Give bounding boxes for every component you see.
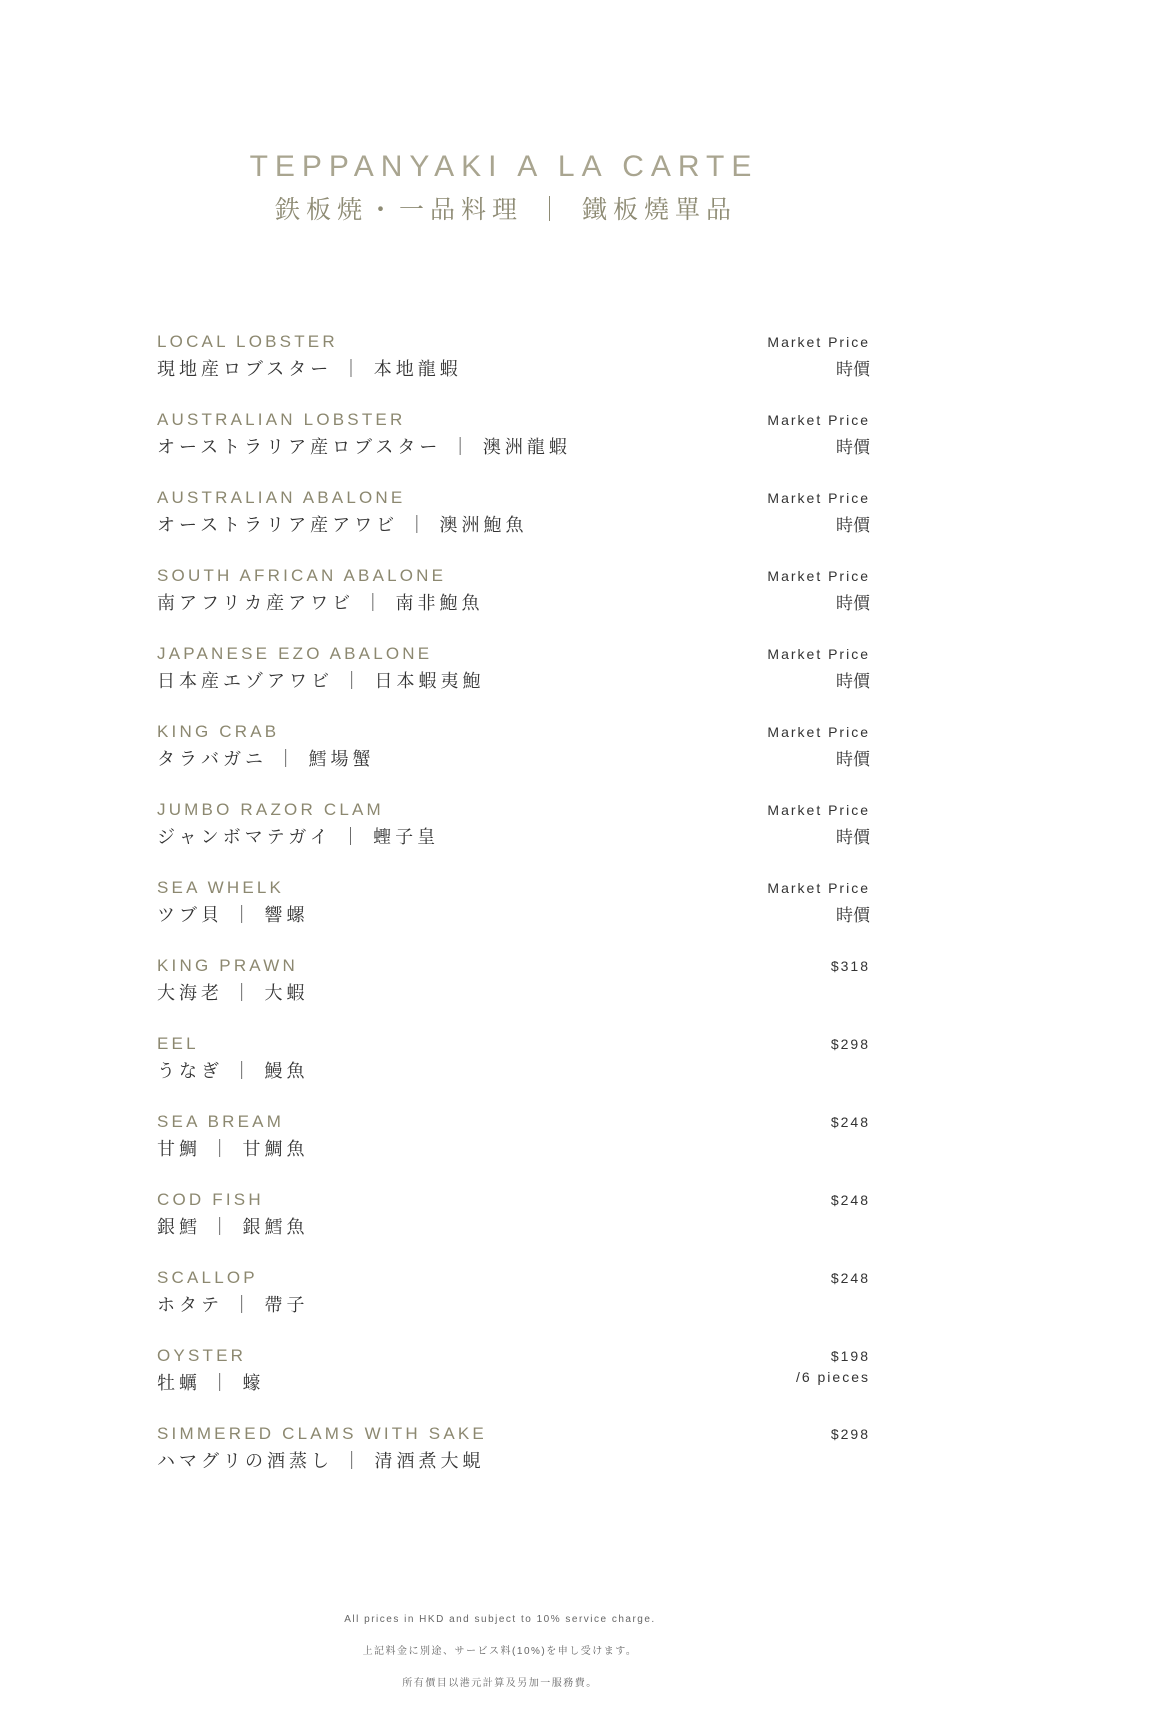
item-price-block <box>767 722 870 772</box>
item-price: Market Price <box>767 334 870 350</box>
item-price: Market Price <box>767 490 870 506</box>
item-price: Market Price <box>767 646 870 662</box>
item-price-block <box>831 1424 870 1444</box>
item-name: LOCAL LOBSTER <box>157 332 338 351</box>
menu-item <box>157 1112 870 1190</box>
item-price-note: 時價 <box>836 516 870 536</box>
menu-item <box>157 332 870 410</box>
item-subtitle: 南アフリカ産アワビ ｜ 南非鮑魚 <box>157 593 484 614</box>
item-subtitle: 現地産ロブスター ｜ 本地龍蝦 <box>157 359 462 380</box>
footer-note-en: All prices in HKD and subject to 10% service charge. <box>344 1614 656 1625</box>
item-price-block <box>767 878 870 928</box>
item-name: SEA BREAM <box>157 1112 285 1131</box>
item-price: $248 <box>830 1114 870 1130</box>
item-price: $248 <box>830 1270 870 1286</box>
item-price-block <box>767 644 870 694</box>
item-price-note: 時價 <box>836 750 870 770</box>
item-price: Market Price <box>767 412 870 428</box>
item-name: COD FISH <box>157 1190 264 1209</box>
item-name: OYSTER <box>157 1346 247 1365</box>
item-price-note: 時價 <box>836 672 870 692</box>
item-subtitle: 牡蠣 ｜ 蠔 <box>157 1373 265 1394</box>
item-price-note: 時價 <box>836 438 870 458</box>
menu-item <box>157 878 870 956</box>
item-subtitle: オーストラリア産ロブスター ｜ 澳洲龍蝦 <box>157 437 571 458</box>
item-name: SOUTH AFRICAN ABALONE <box>157 566 447 585</box>
item-subtitle: ホタテ ｜ 帶子 <box>157 1295 309 1316</box>
item-subtitle: 甘鯛 ｜ 甘鯛魚 <box>157 1139 309 1160</box>
menu-item <box>157 644 870 722</box>
item-price: $298 <box>830 1036 870 1052</box>
footer-notes <box>0 1612 1000 1708</box>
item-price-block <box>767 410 870 460</box>
menu-item <box>157 722 870 800</box>
item-subtitle: 大海老 ｜ 大蝦 <box>157 983 309 1004</box>
menu-item <box>157 1268 870 1346</box>
menu-item <box>157 800 870 878</box>
item-price-block <box>831 1268 870 1288</box>
item-subtitle: うなぎ ｜ 鰻魚 <box>157 1061 309 1082</box>
footer-note-zh: 所有價目以港元計算及另加一服務費。 <box>402 1678 598 1689</box>
item-price-block <box>767 488 870 538</box>
item-subtitle: 銀鱈 ｜ 銀鱈魚 <box>157 1217 309 1238</box>
item-price-block <box>831 1190 870 1210</box>
item-subtitle: ツブ貝 ｜ 響螺 <box>157 905 309 926</box>
item-subtitle: オーストラリア産アワビ ｜ 澳洲鮑魚 <box>157 515 528 536</box>
item-name: JUMBO RAZOR CLAM <box>157 800 384 819</box>
menu-header <box>0 148 1000 226</box>
item-price-block <box>831 1034 870 1054</box>
item-subtitle: ハマグリの酒蒸し ｜ 清酒煮大蜆 <box>157 1451 485 1472</box>
item-price-note: /6 pieces <box>795 1369 870 1385</box>
item-price: $318 <box>830 958 870 974</box>
menu-item <box>157 1034 870 1112</box>
item-subtitle: タラバガニ ｜ 鱈場蟹 <box>157 749 375 770</box>
item-price: $248 <box>830 1192 870 1208</box>
item-price: Market Price <box>767 802 870 818</box>
item-price-block <box>767 332 870 382</box>
item-price-block <box>831 1112 870 1132</box>
item-price-note: 時價 <box>836 360 870 380</box>
item-name: SCALLOP <box>157 1268 258 1287</box>
item-name: AUSTRALIAN LOBSTER <box>157 410 406 429</box>
menu-item <box>157 1346 870 1424</box>
menu-item <box>157 956 870 1034</box>
item-name: KING PRAWN <box>157 956 298 975</box>
item-price-block <box>796 1346 870 1388</box>
item-price-block <box>767 800 870 850</box>
item-name: SEA WHELK <box>157 878 285 897</box>
item-price-note: 時價 <box>836 594 870 614</box>
item-subtitle: 日本産エゾアワビ ｜ 日本蝦夷鮑 <box>157 671 485 692</box>
item-name: AUSTRALIAN ABALONE <box>157 488 406 507</box>
item-name: KING CRAB <box>157 722 280 741</box>
item-price-block <box>831 956 870 976</box>
item-price-note: 時價 <box>836 828 870 848</box>
menu-list <box>157 332 870 1502</box>
item-price: Market Price <box>767 724 870 740</box>
item-name: EEL <box>157 1034 199 1053</box>
menu-item <box>157 566 870 644</box>
page-title: TEPPANYAKI A LA CARTE <box>249 150 759 183</box>
menu-item <box>157 410 870 488</box>
item-name: JAPANESE EZO ABALONE <box>157 644 433 663</box>
item-price: $198 <box>830 1348 870 1364</box>
item-price-note: 時價 <box>836 906 870 926</box>
item-price: $298 <box>830 1426 870 1442</box>
page-subtitle: 鉄板焼・一品料理 ｜ 鐵板燒單品 <box>275 195 737 224</box>
footer-note-ja: 上記料金に別途、サービス料(10%)を申し受けます。 <box>362 1646 638 1657</box>
item-price: Market Price <box>767 880 870 896</box>
item-subtitle: ジャンボマテガイ ｜ 蟶子皇 <box>157 827 440 848</box>
menu-item <box>157 1190 870 1268</box>
menu-item <box>157 488 870 566</box>
item-price-block <box>767 566 870 616</box>
menu-item <box>157 1424 870 1502</box>
item-price: Market Price <box>767 568 870 584</box>
item-name: SIMMERED CLAMS WITH SAKE <box>157 1424 487 1443</box>
